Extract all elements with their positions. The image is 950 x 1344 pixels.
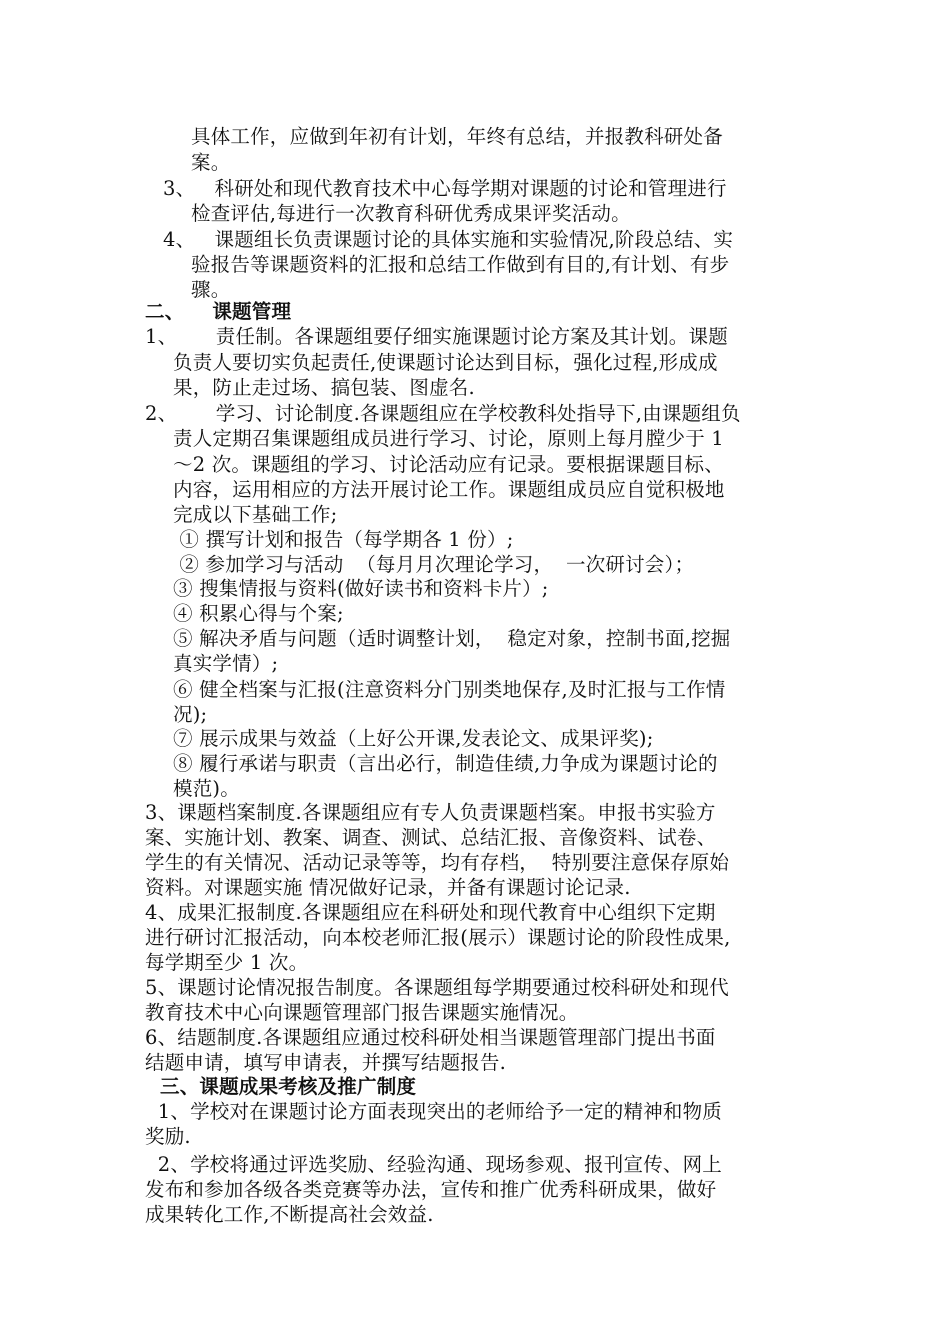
text-line: ～2 次。课题组的学习、讨论活动应有记录。要根据课题目标、 [173, 453, 724, 476]
text-line: 每学期至少 1 次。 [145, 951, 309, 974]
text-line: 教育技术中心向课题管理部门报告课题实施情况。 [145, 1001, 579, 1024]
text-line: 真实学情）; [173, 652, 279, 675]
text-line: 果，防止走过场、搞包装、图虚名. [173, 376, 475, 399]
text-line: 内容，运用相应的方法开展讨论工作。课题组成员应自觉积极地 [173, 478, 725, 501]
text-line: 成果转化工作,不断提高社会效益. [145, 1203, 434, 1226]
text-line: 5、课题讨论情况报告制度。各课题组每学期要通过校科研处和现代 [145, 976, 729, 999]
text-line: 1、 责任制。各课题组要仔细实施课题讨论方案及其计划。课题 [145, 325, 728, 348]
list-item: ⑦ 展示成果与效益（上好公开课,发表论文、成果评奖); [173, 727, 654, 750]
list-item: ⑥ 健全档案与汇报(注意资料分门别类地保存,及时汇报与工作情 [173, 678, 726, 701]
text-line: 完成以下基础工作; [173, 503, 338, 526]
text-line: 结题申请，填写申请表，并撰写结题报告. [145, 1051, 506, 1074]
text-line: 2、学校将通过评选奖励、经验沟通、现场参观、报刊宣传、网上 [145, 1153, 723, 1176]
list-item: ① 撰写计划和报告（每学期各 1 份）; [173, 528, 514, 551]
list-item: ③ 搜集情报与资料(做好读书和资料卡片）; [173, 577, 549, 600]
text-line: 6、结题制度.各课题组应通过校科研处相当课题管理部门提出书面 [145, 1026, 716, 1049]
text-line: 奖励. [145, 1125, 191, 1148]
text-line: 4、成果汇报制度.各课题组应在科研处和现代教育中心组织下定期 [145, 901, 716, 924]
text-line: 资料。对课题实施 情况做好记录，并备有课题讨论记录. [145, 876, 631, 899]
list-item: ④ 积累心得与个案; [173, 602, 344, 625]
text-line: 2、 学习、讨论制度.各课题组应在学校教科处指导下,由课题组负 [145, 402, 741, 425]
list-item: ② 参加学习与活动 （每月月次理论学习， 一次研讨会）； [173, 553, 695, 576]
text-line: 学生的有关情况、活动记录等等，均有存档， 特别要注意保存原始 [145, 851, 730, 874]
text-line: 4、 课题组长负责课题讨论的具体实施和实验情况,阶段总结、实 [163, 228, 734, 251]
text-line: 责人定期召集课题组成员进行学习、讨论，原则上每月膛少于 1 [173, 427, 724, 450]
text-line: 案、实施计划、教案、调查、测试、总结汇报、音像资料、试卷、 [145, 826, 717, 849]
section-heading: 二、 课题管理 [145, 300, 292, 323]
text-line: 具体工作，应做到年初有计划，年终有总结，并报教科研处备 [191, 125, 723, 148]
text-line: 3、 科研处和现代教育技术中心每学期对课题的讨论和管理进行 [163, 177, 727, 200]
list-item: ⑧ 履行承诺与职责（言出必行，制造佳绩,力争成为课题讨论的 [173, 752, 718, 775]
text-line: 发布和参加各级各类竞赛等办法，宣传和推广优秀科研成果，做好 [145, 1178, 717, 1201]
text-line: 骤。 [191, 278, 231, 301]
text-line: 1、学校对在课题讨论方面表现突出的老师给予一定的精神和物质 [145, 1100, 723, 1123]
text-line: 验报告等课题资料的汇报和总结工作做到有目的,有计划、有步 [191, 253, 730, 276]
text-line: 况); [173, 703, 208, 726]
text-line: 负责人要切实负起责任,使课题讨论达到目标，强化过程,形成成 [173, 351, 718, 374]
text-line: 进行研讨汇报活动，向本校老师汇报(展示）课题讨论的阶段性成果, [145, 926, 731, 949]
text-line: 模范)。 [173, 777, 240, 800]
list-item: ⑤ 解决矛盾与问题（适时调整计划， 稳定对象，控制书面,挖掘 [173, 627, 731, 650]
section-heading: 三、课题成果考核及推广制度 [160, 1075, 417, 1098]
text-line: 3、课题档案制度.各课题组应有专人负责课题档案。申报书实验方 [145, 801, 716, 824]
text-line: 检查评估,每进行一次教育科研优秀成果评奖活动。 [191, 202, 631, 225]
text-line: 案。 [191, 151, 231, 174]
